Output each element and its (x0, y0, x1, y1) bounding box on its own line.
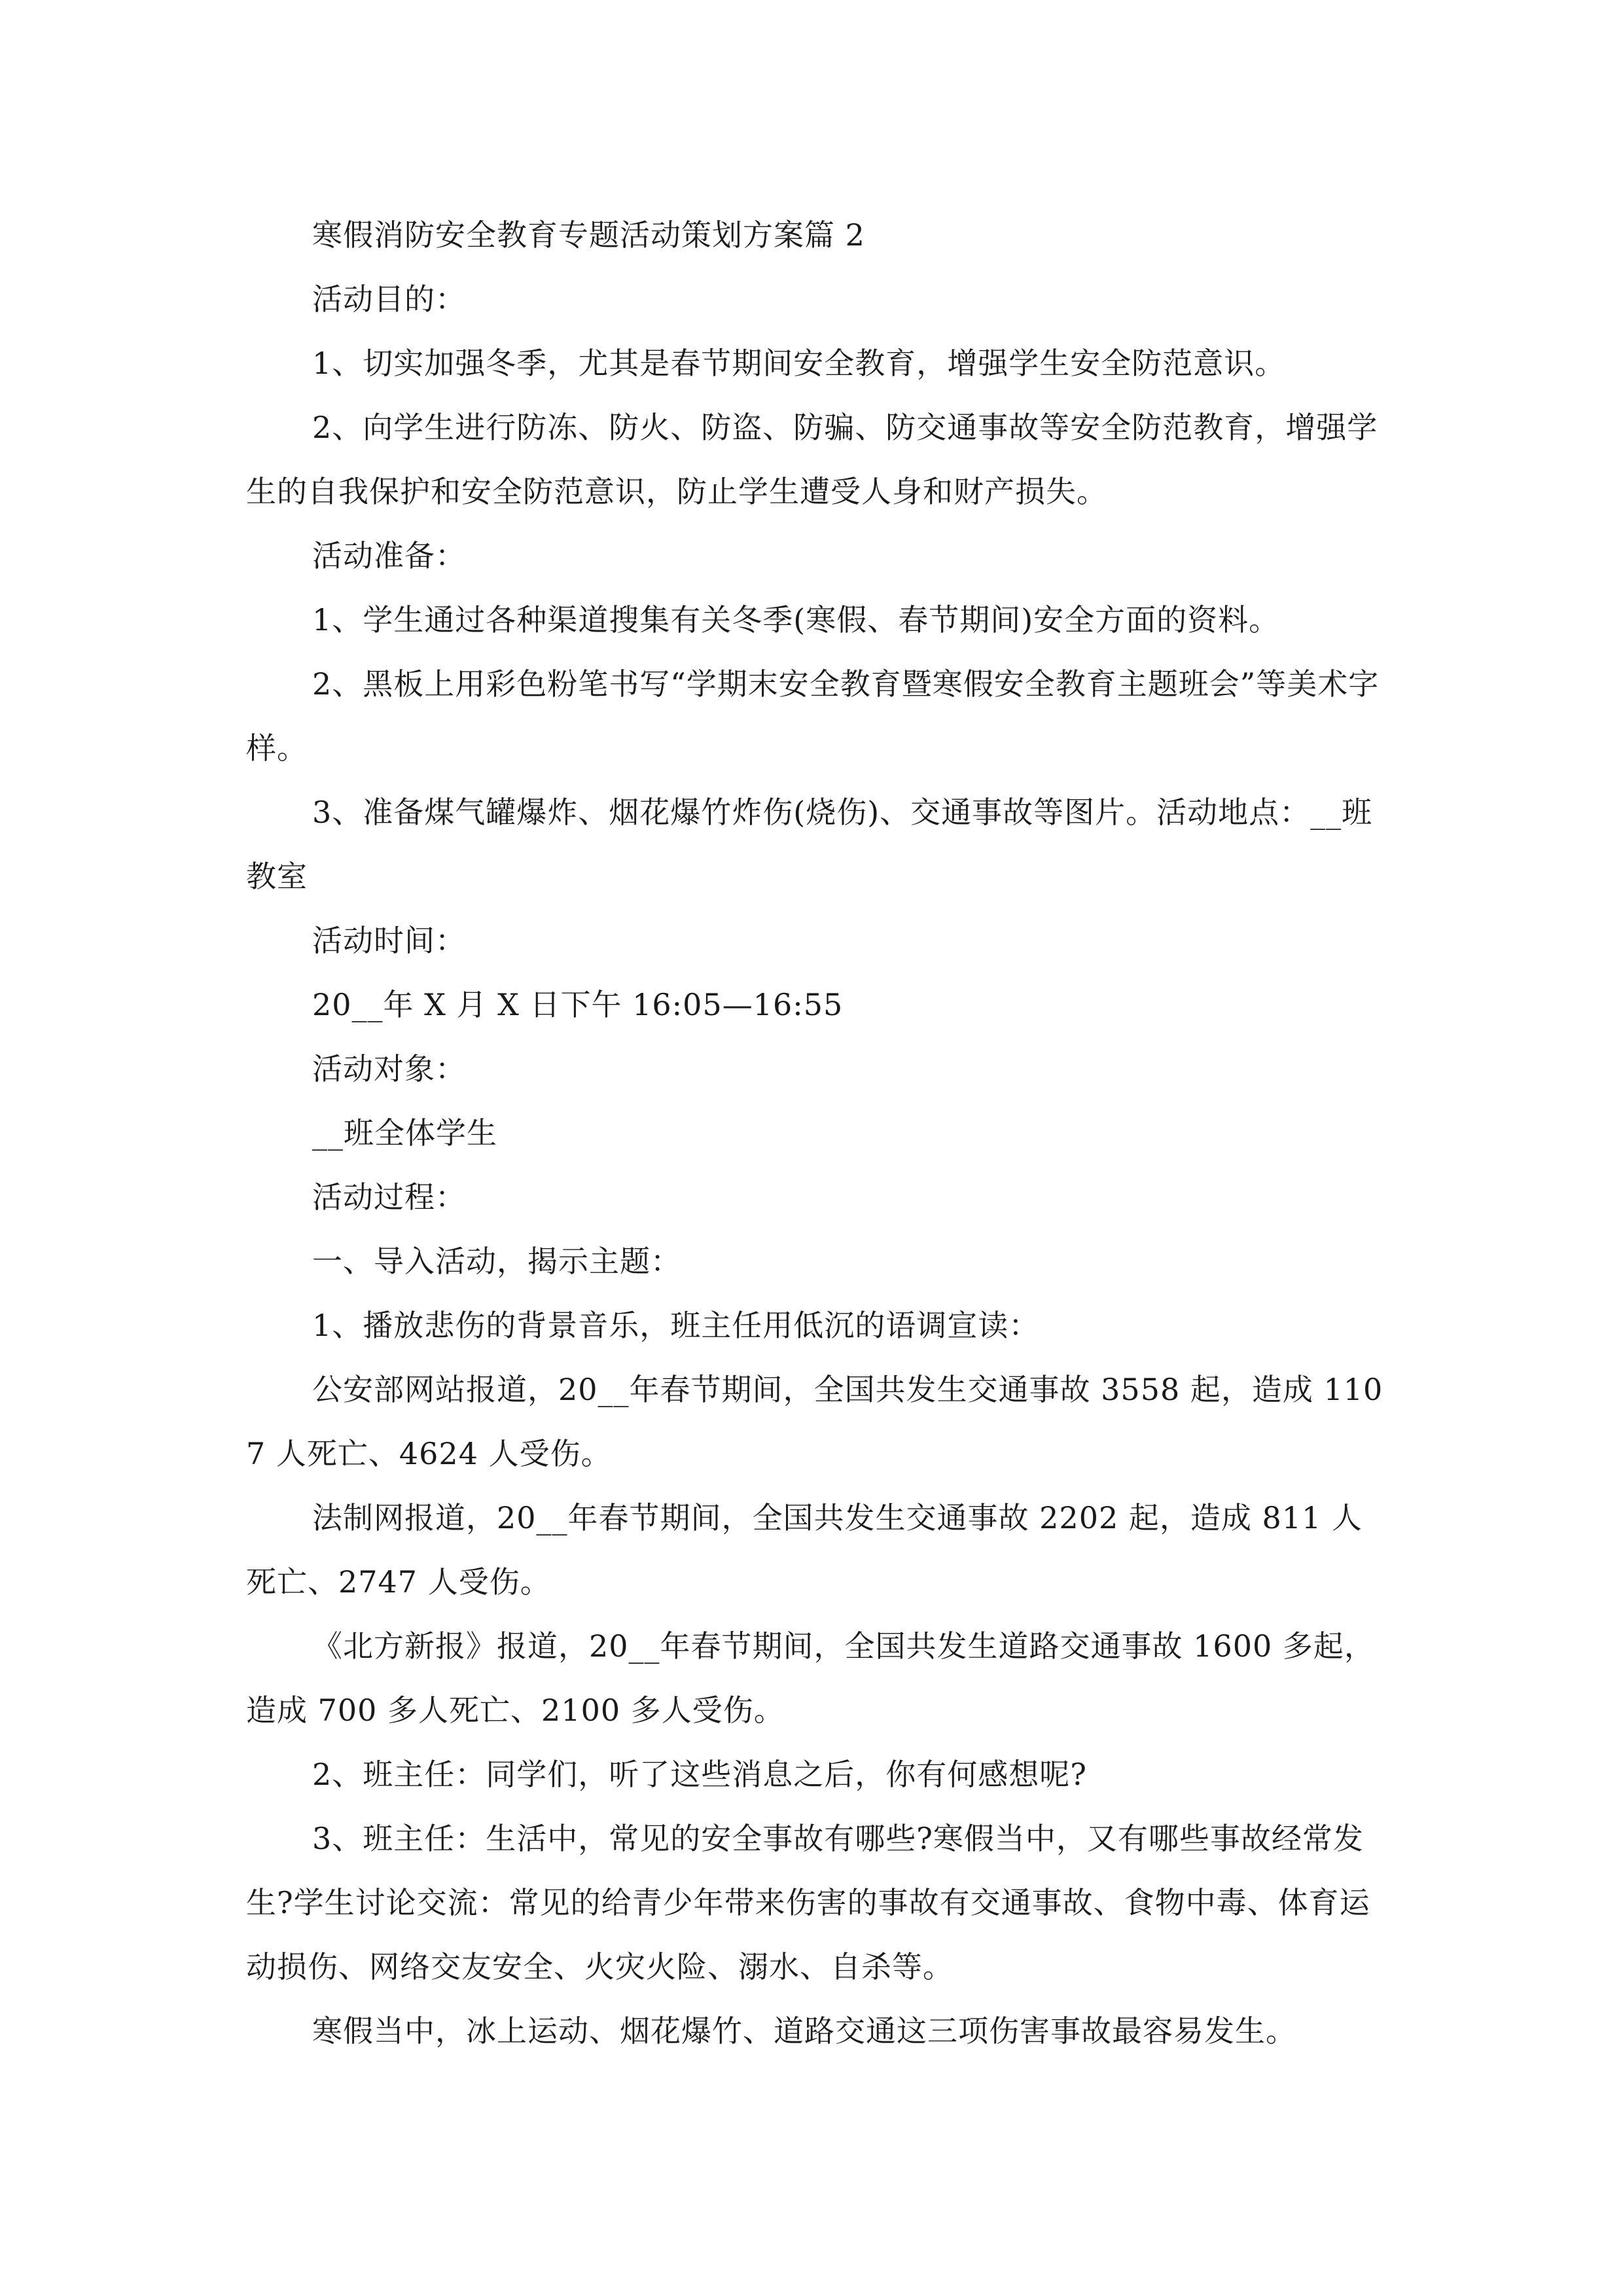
report-north-news: 《北方新报》报道，20__年春节期间，全国共发生道路交通事故 1600 多起，造成 700 多人死亡、2100 多人受伤。 (246, 1628, 1375, 1728)
process-step-3: 3、班主任：生活中，常见的安全事故有哪些?寒假当中，又有哪些事故经常发生?学生讨论交流：常见的给青少年带来伤害的事故有交通事故、食物中毒、体育运动损伤、网络交友安全、火灾火险、溺水、自杀等。 (246, 1821, 1370, 1984)
heading-activity-purpose: 活动目的： (312, 281, 466, 317)
report-ministry: 公安部网站报道，20__年春节期间，全国共发生交通事故 3558 起，造成 1107 人死亡、4624 人受伤。 (246, 1372, 1383, 1471)
heading-activity-target: 活动对象： (312, 1051, 466, 1086)
preparation-item-2: 2、黑板上用彩色粉笔书写“学期末安全教育暨寒假安全教育主题班会”等美术字样。 (246, 666, 1380, 766)
heading-activity-process: 活动过程： (312, 1179, 466, 1215)
heading-activity-preparation: 活动准备： (312, 538, 466, 573)
activity-time-value: 20__年 X 月 X 日下午 16:05—16:55 (312, 987, 844, 1022)
purpose-item-2: 2、向学生进行防冻、防火、防盗、防骗、防交通事故等安全防范教育，增强学生的自我保护和安全防范意识，防止学生遭受人身和财产损失。 (246, 410, 1378, 509)
winter-accident-summary: 寒假当中，冰上运动、烟花爆竹、道路交通这三项伤害事故最容易发生。 (312, 2013, 1296, 2049)
report-legal-net: 法制网报道，20__年春节期间，全国共发生交通事故 2202 起，造成 811 人死亡、2747 人受伤。 (246, 1500, 1363, 1600)
activity-target-value: __班全体学生 (312, 1115, 497, 1151)
document-title: 寒假消防安全教育专题活动策划方案篇 2 (312, 217, 865, 253)
preparation-item-1: 1、学生通过各种渠道搜集有关冬季(寒假、春节期间)安全方面的资料。 (312, 602, 1280, 637)
preparation-item-3: 3、准备煤气罐爆炸、烟花爆竹炸伤(烧伤)、交通事故等图片。活动地点：__班教室 (246, 795, 1373, 894)
process-step-2: 2、班主任：同学们，听了这些消息之后，你有何感想呢? (312, 1757, 1087, 1792)
process-section-1-heading: 一、导入活动，揭示主题： (312, 1244, 681, 1279)
document-body (246, 203, 1385, 2063)
heading-activity-time: 活动时间： (312, 923, 466, 958)
purpose-item-1: 1、切实加强冬季，尤其是春节期间安全教育，增强学生安全防范意识。 (312, 346, 1286, 381)
process-step-1: 1、播放悲伤的背景音乐，班主任用低沉的语调宣读： (312, 1308, 1040, 1343)
